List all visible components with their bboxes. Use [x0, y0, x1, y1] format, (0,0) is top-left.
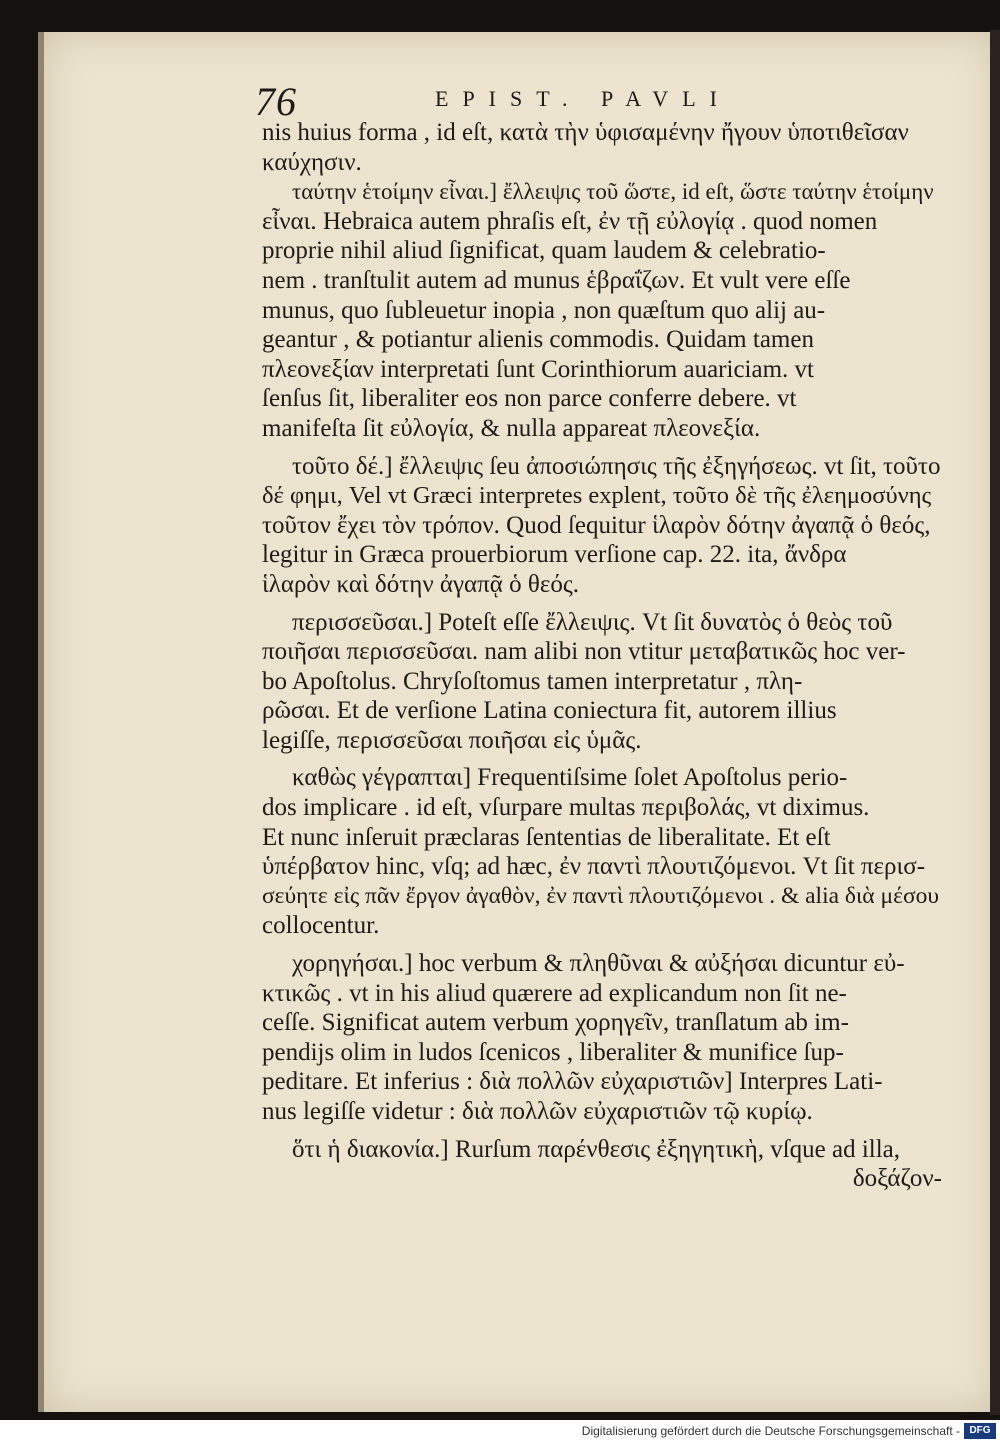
text-line: περισσεῦσαι.] Poteſt eſſe ἔλλειψις. Vt ſit δυνατὸς ὁ θεὸς τοῦ — [292, 608, 893, 636]
text-line: pendijs olim in ludos ſcenicos , liberaliter & munifice ſup- — [262, 1038, 844, 1066]
text-line: ceſſe. Significat autem verbum χορηγεῖν, tranſlatum ab im- — [262, 1009, 849, 1037]
funding-credit: Digitalisierung gefördert durch die Deutsche Forschungsgemeinschaft - — [581, 1424, 960, 1438]
text-line: ταύτην ἑτοίμην εἶναι.] ἔλλειψις τοῦ ὥστε, id eſt, ὥστε ταύτην ἑτοίμην — [292, 179, 934, 205]
text-line: πλεονεξίαν interpretati ſunt Corinthiorum auariciam. vt — [262, 355, 814, 383]
text-line: bo Apoſtolus. Chryſoſtomus tamen interpretatur , πλη- — [262, 667, 803, 695]
text-line: collocentur. — [262, 912, 380, 940]
text-line: κτικῶς . vt in his aliud quærere ad explicandum non ſit ne- — [262, 979, 847, 1007]
page-edge — [990, 30, 1000, 1415]
text-line: σεύητε εἰς πᾶν ἔργον ἀγαθὸν, ἐν παντὶ πλουτιζόμενοι . & alia διὰ μέσου — [262, 882, 940, 909]
text-line: peditare. Et inferius : διὰ πολλῶν εὐχαριστιῶν] Interpres Lati- — [262, 1068, 883, 1096]
text-line: τοῦτον ἔχει τὸν τρόπον. Quod ſequitur ἱλαρὸν δότην ἀγαπᾷ ὁ θεός, — [262, 511, 931, 539]
text-line: dos implicare . id eſt, vſurpare multas περιβολάς, vt diximus. — [262, 794, 870, 822]
text-line: χορηγήσαι.] hoc verbum & πληθῦναι & αὐξήσαι dicuntur εὐ- — [292, 950, 905, 978]
text-line: nem . tranſtulit autem ad munus ἑβραΐζων. Et vult vere eſſe — [262, 266, 851, 294]
text-line: ὅτι ἡ διακονία.] Rurſum παρένθεσις ἐξηγητικὴ, vſque ad illa, — [292, 1135, 901, 1163]
text-line: nus legiſſe videtur : διὰ πολλῶν εὐχαριστιῶν τῷ κυρίῳ. — [262, 1098, 813, 1125]
dfg-logo-icon: DFG — [964, 1423, 996, 1439]
text-line: τοῦτο δέ.] ἔλλειψις ſeu ἀποσιώπησις τῆς ἐξηγήσεως. vt ſit, τοῦτο — [292, 452, 941, 480]
text-line: legiſſe, περισσεῦσαι ποιῆσαι εἰς ὑμᾶς. — [262, 726, 642, 754]
text-line: ρῶσαι. Et de verſione Latina coniectura fit, autorem illius — [262, 697, 837, 725]
text-line: ὑπέρβατον hinc, vſq; ad hæc, ἐν παντὶ πλουτιζόμενοι. Vt ſit περισ- — [262, 853, 926, 881]
text-line: καύχησιν. — [262, 148, 362, 176]
digitization-footer — [0, 1420, 1000, 1443]
text-line: ſenſus ſit, liberaliter eos non parce conferre debere. vt — [262, 385, 797, 413]
body-text — [262, 118, 942, 1194]
text-line: nis huius forma , id eſt, κατὰ τὴν ὑφισαμένην ἤγουν ὑποτιθεῖσαν — [262, 119, 909, 146]
page-number: 76 — [255, 79, 297, 124]
text-line: καθὼς γέγραπται] Frequentiſsime ſolet Apoſtolus perio- — [292, 764, 848, 792]
catchword: δοξάζον- — [852, 1165, 942, 1193]
text-line: manifeſta ſit εὐλογία, & nulla appareat πλεονεξία. — [262, 414, 761, 442]
page-header — [255, 78, 955, 122]
text-line: δέ φημι, Vel vt Græci interpretes explent, τοῦτο δὲ τῆς ἐλεημοσύνης — [262, 482, 932, 510]
text-line: ποιῆσαι περισσεῦσαι. nam alibi non vtitur μεταβατικῶς hoc ver- — [262, 638, 906, 666]
text-line: munus, quo ſubleuetur inopia , non quæſtum quo alij au- — [262, 296, 826, 324]
text-line: ἱλαρὸν καὶ δότην ἀγαπᾷ ὁ θεός. — [262, 570, 579, 598]
text-line: εἶναι. Hebraica autem phraſis eſt, ἐν τῇ εὐλογίᾳ . quod nomen — [262, 207, 878, 235]
text-line: proprie nihil aliud ſignificat, quam laudem & celebratio- — [262, 237, 826, 265]
text-line: geantur , & potiantur alienis commodis. Quidam tamen — [262, 326, 814, 354]
text-line: Et nunc inſeruit præclaras ſententias de liberalitate. Et eſt — [262, 823, 831, 851]
text-line: legitur in Græca prouerbiorum verſione cap. 22. ita, ἄνδρα — [262, 541, 847, 569]
running-head: EPIST. PAVLI — [435, 86, 731, 111]
